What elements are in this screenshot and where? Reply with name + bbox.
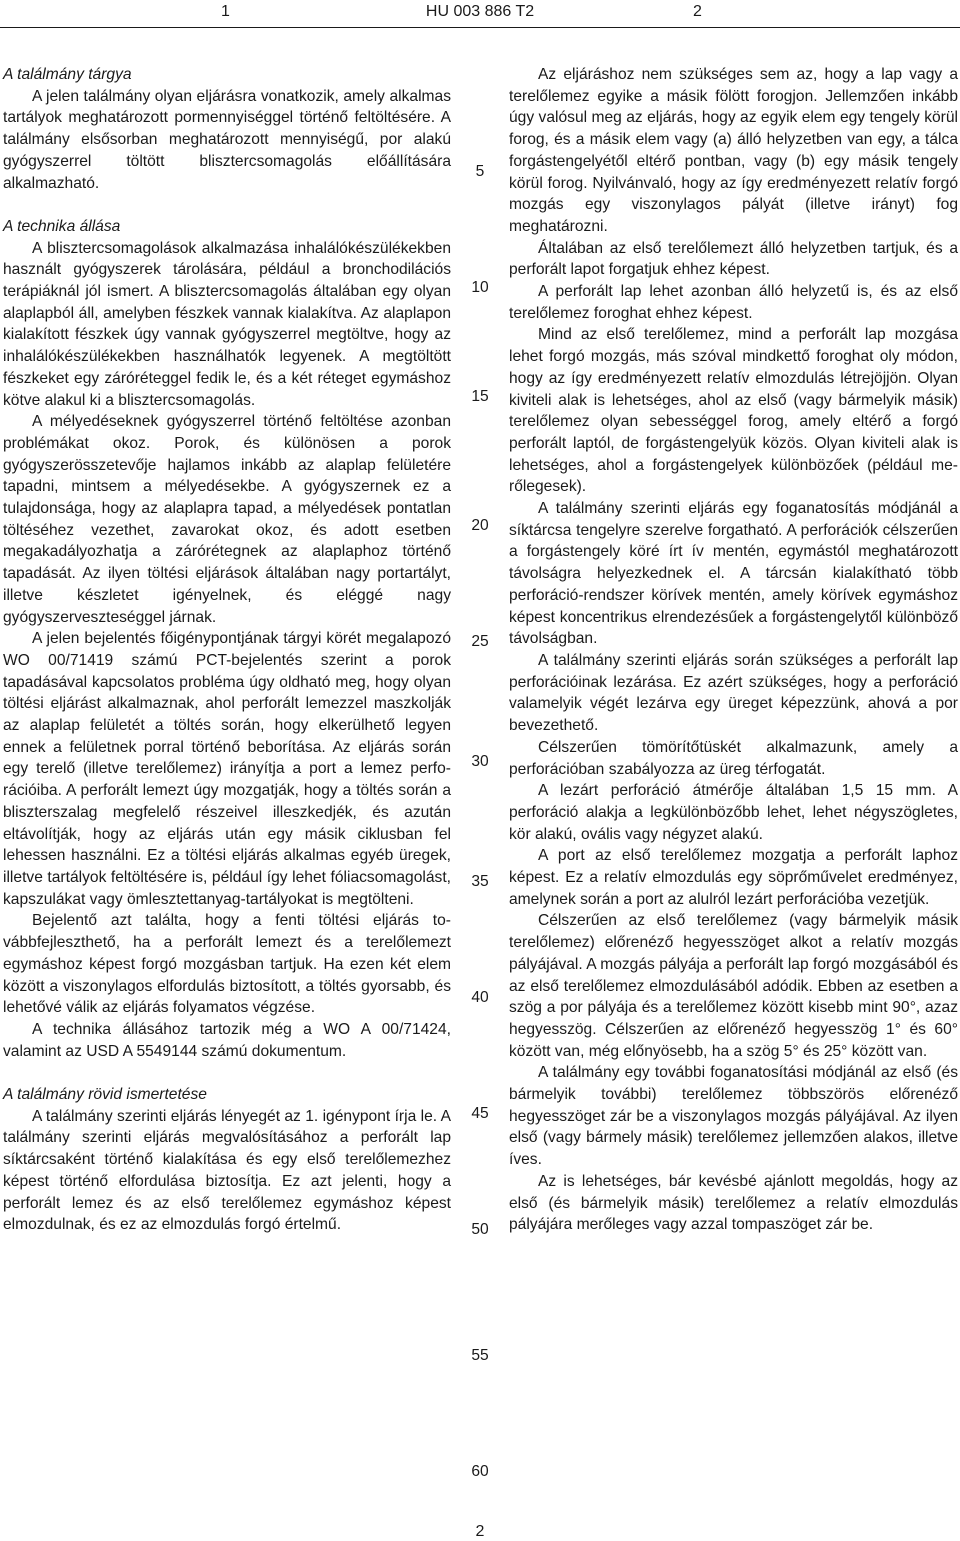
line-number: 15 bbox=[471, 388, 489, 405]
spacer bbox=[3, 1062, 451, 1084]
line-number: 50 bbox=[471, 1221, 489, 1238]
paragraph: A találmány szerinti eljárás lényegét az 1. igénypont írja le. A találmány szerinti eljárás megvalósításához a perforált lap síktárcsaként történő kialakítása és egy első terelőlemezhez képest történő elfordulása biztosítja. Ez azt jelenti, hogy a perforált lemez és az első terelőlemez egymáshoz képest elmozdulnak, és ez az elmozdulás forgó értelmű. bbox=[3, 1107, 451, 1234]
line-number: 30 bbox=[471, 753, 489, 770]
line-number: 25 bbox=[471, 633, 489, 650]
left-column bbox=[3, 64, 451, 1236]
paragraph: A technika állásához tartozik még a WO A 00/71424, valamint az USD A 5549144 számú dokumentum. bbox=[3, 1020, 451, 1060]
section-heading-prior-art: A technika állása bbox=[3, 217, 121, 235]
paragraph: A jelen bejelentés főigénypontjának tárgyi körét megalapozó WO 00/71419 számú PCT-bejelentés szerint a porok tapadásával kapcsolatos probléma úgy oldható meg, hogy olyan töltési eljárást alkalmaznak, ahol perforált lemezzel maszkolják az alaplap felületét a töltés során, hogy elkerülhető legyen ennek a felületnek porral történő beborítása. Az eljárás során egy terelő (illetve terelőlemez) irányítja a port a lemez perforációiba. A perforált lemezt úgy mozgatják, hogy a töltés során a bliszterszalag megfelelő részeivel illeszkedjék, és azután eltávolítják, hogy az eljárás után egy másik ciklusban fel lehessen használni. Ez a töltési eljárás alkalmas egyéb üregek, illetve tartályok feltöltésére is, például így lehet fóliacsomagolást, kapszulákat vagy ömlesztettanyag-tartályokat is megtölteni. bbox=[3, 630, 451, 908]
spacer bbox=[3, 194, 451, 216]
paragraph: Célszerűen tömörítőtüskét alkalmazunk, amely a perforációban szabályozza az üreg térfogatát. bbox=[509, 738, 958, 778]
paragraph: Mind az első terelőlemez, mind a perforált lap mozgása lehet forgó mozgás, más szóval mindkettő foroghat oly módon, hogy az így eredményezett relatív elmozdulás létrejöjjön. Olyan kiviteli alak is lehetséges, ahol az első (vagy bármelyik másik) terelőlemez olyan sebességgel forog, amely eltérő a forgó perforált laptól, de forgástengelyük közös. Olyan kiviteli alak is lehetséges, ahol a forgástengelyek különbözőek (például merőlegesek). bbox=[509, 326, 958, 496]
paragraph: A blisztercsomagolások alkalmazása inhalálókészülékekben használt gyógyszerek tárolására, például a bronchodilációs terápiáknál jól ismert. A blisztercsomagolás általában egy olyan alaplapból áll, amelyben fészkek vannak kialakítva. Az alaplapon kialakított fészkek úgy vannak gyógyszerrel megtöltve, hogy az inhalálókészülékekben használhatók legyenek. A megtöltött fészkeket egy záróréteggel fedik le, és a két réteget egymáshoz kötve alakul ki a blisztercsomagolás. bbox=[3, 239, 451, 409]
line-number: 35 bbox=[471, 873, 489, 890]
right-page-number: 2 bbox=[693, 3, 702, 20]
page-header bbox=[0, 0, 960, 26]
right-column bbox=[509, 64, 958, 1236]
paragraph: Általában az első terelőlemezt álló helyzetben tartjuk, és a perforált lapot forgatjuk ehhez képest. bbox=[509, 239, 958, 279]
header-rule bbox=[0, 27, 960, 28]
line-number: 60 bbox=[471, 1463, 489, 1480]
paragraph: A jelen találmány olyan eljárásra vonatkozik, amely alkalmas tartályok meghatározott pormennyiséggel történő feltöltésére. A találmány elsősorban meghatározott mennyiségű, por alakú gyógyszerrel töltött blisztercsomagolás előállítására alkalmazható. bbox=[3, 87, 451, 192]
paragraph: A találmány szerinti eljárás egy foganatosítás módjánál a síktárcsa tengelyre szerelve forgatható. A perforációk célszerűen a forgástengely köré írt ív mentén, egymástól meghatározott távolságra helyezkednek el. A tárcsán kialakítható több perforáció-rendszer körívek mentén, amely körívek egymáshoz képest koncentrikus elrendezésűek a forgástengelytől különböző távolságban. bbox=[509, 500, 958, 648]
paragraph: A találmány egy további foganatosítási módjánál az első (és bármelyik további) terelőlemez többszörös előrenéző hegyesszöget zár be a viszonylagos mozgás pályájával. Az ilyen első (vagy bármely másik) terelőlemez jellemzően alakos, illetve íves. bbox=[509, 1064, 958, 1169]
line-number: 20 bbox=[471, 517, 489, 534]
line-number: 5 bbox=[475, 163, 485, 180]
page-footer-number: 2 bbox=[475, 1523, 485, 1540]
paragraph: Az eljáráshoz nem szükséges sem az, hogy a lap vagy a terelőlemez egyike a másik fölött forogjon. Jellemzően inkább úgy valósul meg az eljárás, hogy az egyik elem egy tengely körül forog, és a másik elem vagy (a) álló helyzetben van egy, a tálca forgástengelyétől eltérő pontban, vagy (b) egy másik tengely körül forog. Nyilvánvaló, hogy az így eredményezett relatív forgó mozgás egy viszonylagos pályát (illetve irányt) fog meghatározni. bbox=[509, 66, 958, 235]
line-number: 40 bbox=[471, 989, 489, 1006]
line-number: 10 bbox=[471, 279, 489, 296]
line-number: 45 bbox=[471, 1105, 489, 1122]
paragraph: Bejelentő azt találta, hogy a fenti töltési eljárás továbbfejleszthető, ha a perforált lemezt és a terelőlemezt egymáshoz képest forgó mozgásban tartjuk. Ha ezen két elem között a viszonylagos elfordulás biztosított, a töltés gyorsabb, és lehetővé válik az eljárás folyamatos végzése. bbox=[3, 912, 451, 1017]
paragraph: A mélyedéseknek gyógyszerrel történő feltöltése azonban problémákat okoz. Porok, és különösen a porok gyógyszerösszetevője hajlamos inkább az alaplap felületére tapadni, mintsem a mélyedésekbe. A gyógyszernek ez a tulajdonsága, hogy az alaplapra tapad, a mélyedések pontatlan töltéséhez vezethet, zavarokat okoz, és adott esetben megakadályozhatja a zárórétegnek az alaplaphoz történő tapadását. Az ilyen töltési eljárások általában nagy portartályt, illetve készletet igényelnek, és eléggé nagy gyógyszerveszteséggel járnak. bbox=[3, 413, 451, 626]
paragraph: Célszerűen az első terelőlemez (vagy bármelyik másik terelőlemez) előrenéző hegyesszöget alkot a relatív mozgás pályájával. A mozgás pályája a perforált lap forgó mozgásából és az első terelőlemez elmozdulásából adódik. Ebben az esetben a szög a por pályája és a terelőlemez között kisebb mint 90°, azaz hegyesszög. Célszerűen az előrenéző hegyesszög 1° és 60° között van, még előnyösebb, ha a szög 5° és 25° között van. bbox=[509, 912, 958, 1060]
line-number: 55 bbox=[471, 1347, 489, 1364]
paragraph: A találmány szerinti eljárás során szükséges a perforált lap perforációinak lezárása. Ez azért szükséges, hogy a perforáció valamelyik végét lezárva egy üreget képezzünk, ahová a por bevezethető. bbox=[509, 651, 958, 735]
paragraph: Az is lehetséges, bár kevésbé ajánlott megoldás, hogy az első (és bármelyik másik) terelőlemez a relatív elmozdulás pályájára merőleges vagy azzal tompaszöget zár be. bbox=[509, 1172, 958, 1234]
paragraph: A perforált lap lehet azonban álló helyzetű is, és az első terelőlemez foroghat ehhez képest. bbox=[509, 283, 958, 322]
paragraph: A port az első terelőlemez mozgatja a perforált laphoz képest. Ez a relatív elmozdulás egy söprőművelet eredményez, amelynek során a port az alulról lezárt perforációba vezetjük. bbox=[509, 847, 958, 908]
document-id: HU 003 886 T2 bbox=[425, 3, 535, 20]
section-heading-summary: A találmány rövid ismertetése bbox=[3, 1086, 207, 1104]
paragraph: A lezárt perforáció átmérője általában 1,5 15 mm. A perforáció alakja a legkülönbözőbb lehet, lehet négyszögletes, kör alakú, ovális vagy négyzet alakú. bbox=[509, 782, 958, 843]
left-page-number: 1 bbox=[221, 3, 230, 20]
section-heading-subject: A találmány tárgya bbox=[3, 66, 132, 83]
